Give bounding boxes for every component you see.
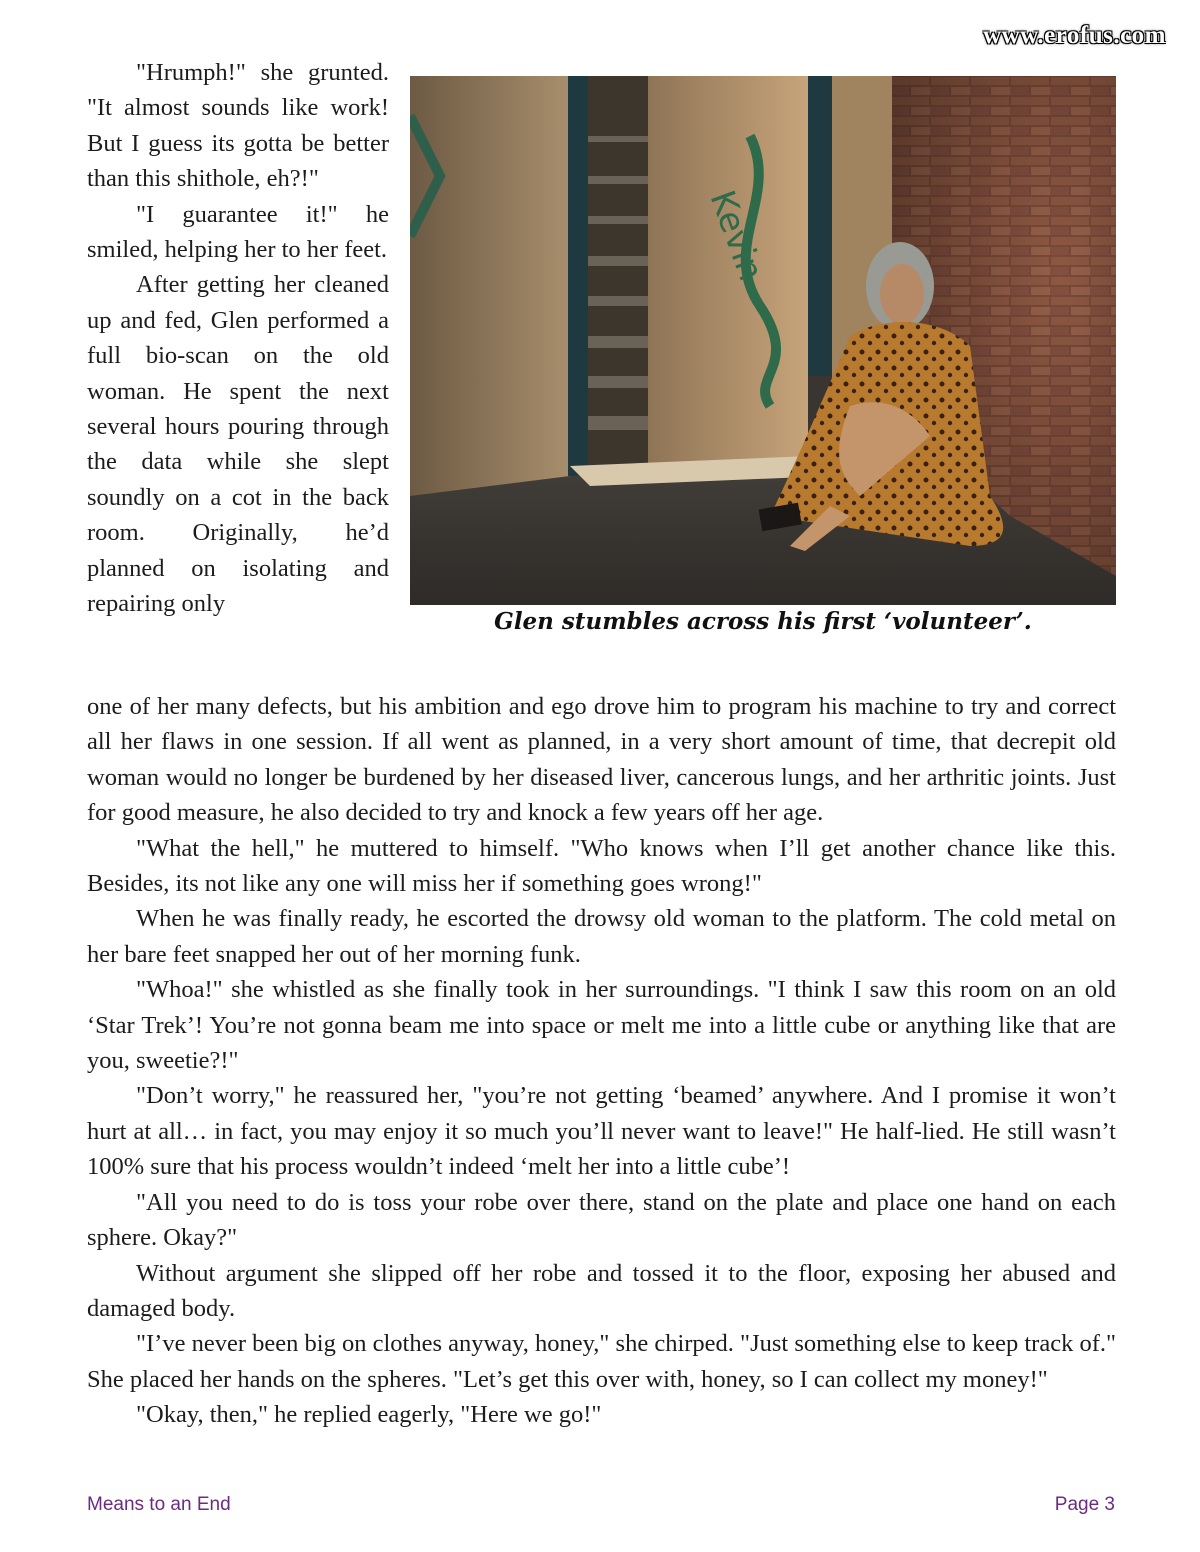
paragraph: "I’ve never been big on clothes anyway, honey," she chirped. "Just something else to keep track of." She placed her hands on the spheres. "Let’s get this over with, honey, so I can collect my money!" (87, 1330, 1116, 1393)
paragraph: "All you need to do is toss your robe over there, stand on the plate and place one hand on each sphere. Okay?" (87, 1188, 1116, 1252)
site-watermark: www.erofus.com (983, 22, 1166, 49)
footer-page-number: Page 3 (1054, 1494, 1115, 1515)
figure-caption: Glen stumbles across his first ‘volunteer’. (494, 608, 1032, 635)
narrow-column-text (87, 55, 389, 622)
paragraph: one of her many defects, but his ambition and ego drove him to program his machine to try and correct all her flaws in one session. If all went as planned, in a very short amount of time, that decrepit old woman would no longer be burdened by her diseased liver, cancerous lungs, and her arthritic joints. Just for good measure, he also decided to try and knock a few years off her age. (87, 693, 1116, 827)
paragraph: After getting her cleaned up and fed, Glen performed a full bio-scan on the old woman. He spent the next several hours pouring through the data while she slept soundly on a cot in the back room. Originally, he’d planned on isolating and repairing only (87, 271, 389, 618)
full-width-text (87, 689, 1116, 1433)
graffiti-text: Kevin (701, 185, 771, 287)
footer-book-title: Means to an End (87, 1494, 231, 1515)
paragraph: "Okay, then," he replied eagerly, "Here we go!" (136, 1401, 602, 1429)
alley-scene-image (410, 76, 1116, 605)
paragraph: When he was finally ready, he escorted the drowsy old woman to the platform. The cold metal on her bare feet snapped her out of her morning funk. (87, 905, 1116, 968)
story-illustration (410, 76, 1116, 605)
paragraph: "Don’t worry," he reassured her, "you’re not getting ‘beamed’ anywhere. And I promise it won’t hurt at all… in fact, you may enjoy it so much you’ll never want to leave!" He half-lied. He still wasn’t 100% sure that his process wouldn’t indeed ‘melt her into a little cube’! (87, 1082, 1116, 1181)
paragraph: Without argument she slipped off her robe and tossed it to the floor, exposing her abused and damaged body. (87, 1259, 1116, 1322)
paragraph: "What the hell," he muttered to himself. "Who knows when I’ll get another chance like this. Besides, its not like any one will miss her if something goes wrong!" (87, 834, 1116, 898)
paragraph: "I guarantee it!" he smiled, helping her to her feet. (87, 200, 389, 264)
paragraph: "Whoa!" she whistled as she finally took in her surroundings. "I think I saw this room on an old ‘Star Trek’! You’re not gonna beam me into space or melt me into a little cube or anything like that are you, sweetie?!" (87, 976, 1116, 1075)
paragraph: "Hrumph!" she grunted. "It almost sounds like work! But I guess its gotta be better than this shithole, eh?!" (87, 59, 389, 193)
